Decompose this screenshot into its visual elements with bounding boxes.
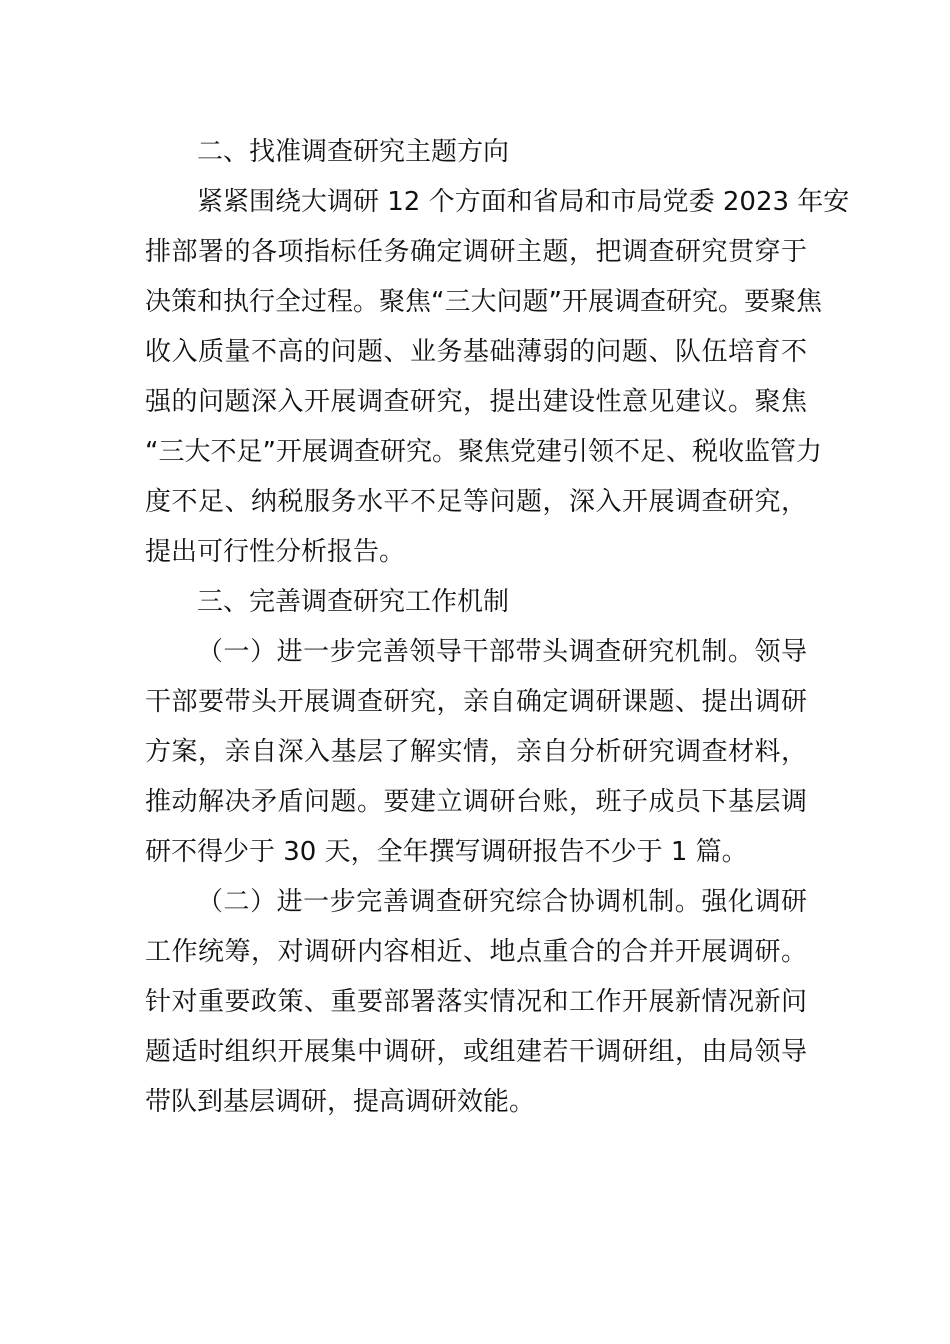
paragraph-line: 紧紧围绕大调研 12 个方面和省局和市局党委 2023 年安: [197, 187, 850, 217]
paragraph-line: 度不足、纳税服务水平不足等问题，深入开展调查研究，: [145, 487, 807, 517]
section-heading: 三、完善调查研究工作机制: [197, 587, 510, 617]
document-page: [145, 127, 850, 1127]
paragraph-line: 收入质量不高的问题、业务基础薄弱的问题、队伍培育不: [145, 337, 807, 367]
paragraph-line: 提出可行性分析报告。: [145, 537, 406, 567]
paragraph-line: 方案，亲自深入基层了解实情，亲自分析研究调查材料，: [145, 737, 807, 767]
paragraph-line: 决策和执行全过程。聚焦“三大问题”开展调查研究。要聚焦: [145, 287, 822, 317]
paragraph-line: “三大不足”开展调查研究。聚焦党建引领不足、税收监管力: [145, 437, 822, 467]
paragraph-line: （二）进一步完善调查研究综合协调机制。强化调研: [197, 887, 807, 917]
paragraph: [145, 177, 850, 577]
paragraph-line: 带队到基层调研，提高调研效能。: [145, 1087, 536, 1117]
paragraph-line: 工作统筹，对调研内容相近、地点重合的合并开展调研。: [145, 937, 807, 967]
paragraph-line: 针对重要政策、重要部署落实情况和工作开展新情况新问: [145, 987, 807, 1017]
paragraph-line: 推动解决矛盾问题。要建立调研台账，班子成员下基层调: [145, 787, 807, 817]
paragraph-line: 排部署的各项指标任务确定调研主题，把调查研究贯穿于: [145, 237, 807, 267]
paragraph: [145, 877, 807, 1127]
paragraph-line: 强的问题深入开展调查研究，提出建设性意见建议。聚焦: [145, 387, 807, 417]
paragraph: [145, 627, 807, 877]
paragraph-line: 题适时组织开展集中调研，或组建若干调研组，由局领导: [145, 1037, 807, 1067]
paragraph-line: （一）进一步完善领导干部带头调查研究机制。领导: [197, 637, 807, 667]
section-heading: 二、找准调查研究主题方向: [197, 137, 510, 167]
paragraph-line: 研不得少于 30 天，全年撰写调研报告不少于 1 篇。: [145, 837, 748, 867]
paragraph-line: 干部要带头开展调查研究，亲自确定调研课题、提出调研: [145, 687, 807, 717]
